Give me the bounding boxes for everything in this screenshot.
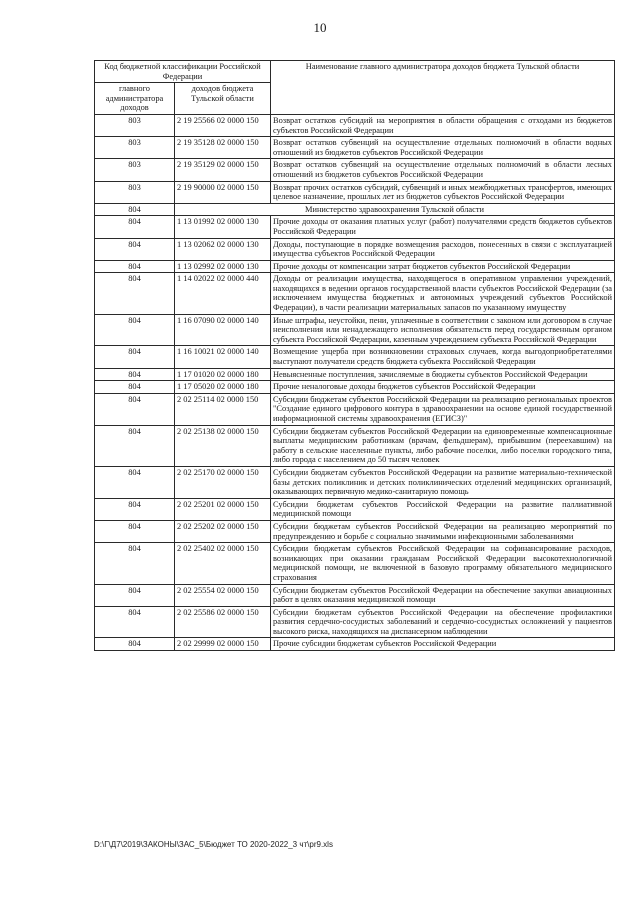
header-admin-code: главного администратора доходов [95, 83, 175, 115]
income-code-cell: 2 02 25586 02 0000 150 [175, 606, 271, 638]
income-code-cell: 2 02 29999 02 0000 150 [175, 638, 271, 651]
admin-code-cell: 804 [95, 584, 175, 606]
admin-code-cell: 804 [95, 606, 175, 638]
income-name-cell: Прочие доходы от оказания платных услуг (работ) получателями средств бюджетов субъектов Российской Федерации [271, 216, 615, 238]
income-name-cell: Возврат остатков субсидий на мероприятия в области обращения с отходами из бюджетов субъектов Российской Федерации [271, 114, 615, 136]
table-row [95, 159, 615, 181]
table-row [95, 314, 615, 346]
admin-code-cell: 803 [95, 114, 175, 136]
income-name-cell: Доходы, поступающие в порядке возмещения расходов, понесенных в связи с эксплуатацией имущества субъектов Российской Федерации [271, 238, 615, 260]
admin-code-cell: 804 [95, 638, 175, 651]
table-row [95, 638, 615, 651]
income-code-cell: 2 19 90000 02 0000 150 [175, 181, 271, 203]
page-number: 10 [313, 20, 327, 35]
admin-code-cell: 804 [95, 498, 175, 520]
table-header-row [95, 61, 615, 83]
income-code-cell: 2 02 25114 02 0000 150 [175, 393, 271, 425]
table-row [95, 498, 615, 520]
table-row [95, 393, 615, 425]
revenue-admin-table [94, 60, 615, 651]
income-name-cell: Субсидии бюджетам субъектов Российской Федерации на реализацию региональных проектов "Создание единого цифрового контура в здравоохранении на основе единой государственной информационной системы здравоохранения (ЕГИСЗ)" [271, 393, 615, 425]
table-row [95, 584, 615, 606]
income-name-cell: Субсидии бюджетам субъектов Российской Федерации на обеспечение профилактики развития сердечно-сосудистых заболеваний и сердечно-сосудистых осложнений у пациентов высокого риска, находящихся на диспансерном наблюдении [271, 606, 615, 638]
income-name-cell: Субсидии бюджетам субъектов Российской Федерации на реализацию мероприятий по предупреждению и борьбе с социально значимыми инфекционными заболеваниями [271, 520, 615, 542]
income-name-cell: Субсидии бюджетам субъектов Российской Федерации на развитие материально-технической базы детских поликлиник и детских поликлинических отделений медицинских организаций, оказывающих первичную медико-санитарную помощь [271, 466, 615, 498]
header-admin-name: Наименование главного администратора доходов бюджета Тульской области [271, 61, 615, 115]
table-row [95, 520, 615, 542]
income-name-cell: Возврат остатков субвенций на осуществление отдельных полномочий в области водных отношений из бюджетов субъектов Российской Федерации [271, 137, 615, 159]
income-name-cell: Возврат прочих остатков субсидий, субвенций и иных межбюджетных трансфертов, имеющих целевое назначение, прошлых лет из бюджетов субъектов Российской Федерации [271, 181, 615, 203]
income-name-cell: Субсидии бюджетам субъектов Российской Федерации на развитие паллиативной медицинской помощи [271, 498, 615, 520]
admin-code-cell: 804 [95, 381, 175, 394]
admin-code-cell: 804 [95, 543, 175, 584]
admin-code-cell: 804 [95, 466, 175, 498]
table-row [95, 216, 615, 238]
income-code-cell: 1 13 02992 02 0000 130 [175, 260, 271, 273]
admin-code-cell: 804 [95, 425, 175, 466]
income-name-cell: Субсидии бюджетам субъектов Российской Федерации на единовременные компенсационные выплаты медицинским работникам (врачам, фельдшерам), прибывшим (переехавшим) на работу в сельские населенные пункты, либо рабочие поселки, либо поселки городского типа, либо города с населением до 50 тысяч человек [271, 425, 615, 466]
income-name-cell: Субсидии бюджетам субъектов Российской Федерации на софинансирование расходов, возникающих при оказании гражданам Российской Федерации высокотехнологичной медицинской помощи, не включенной в базовую программу обязательного медицинского страхования [271, 543, 615, 584]
admin-code-cell: 804 [95, 238, 175, 260]
income-name-cell: Прочие доходы от компенсации затрат бюджетов субъектов Российской Федерации [271, 260, 615, 273]
table-body [95, 114, 615, 650]
table-row [95, 425, 615, 466]
admin-code-cell: 803 [95, 137, 175, 159]
table-row [95, 181, 615, 203]
table-row [95, 606, 615, 638]
admin-code-cell: 804 [95, 273, 175, 314]
admin-code-cell: 803 [95, 181, 175, 203]
table-row [95, 137, 615, 159]
file-path-footer: D:\Г\Д7\2019\ЗАКОНЫ\ЗАС_5\Бюджет ТО 2020-2022_3 чт\pr9.xls [94, 840, 333, 849]
income-code-cell: 1 13 01992 02 0000 130 [175, 216, 271, 238]
table-row [95, 543, 615, 584]
income-name-cell: Возмещение ущерба при возникновении страховых случаев, когда выгодоприобретателями выступают получатели средств бюджета субъекта Российской Федерации [271, 346, 615, 368]
header-income-code: доходов бюджета Тульской области [175, 83, 271, 115]
income-code-cell: 1 16 07090 02 0000 140 [175, 314, 271, 346]
income-code-cell: 1 14 02022 02 0000 440 [175, 273, 271, 314]
table-row [95, 368, 615, 381]
income-code-cell: 2 02 25138 02 0000 150 [175, 425, 271, 466]
income-code-cell: 2 02 25170 02 0000 150 [175, 466, 271, 498]
income-name-cell: Иные штрафы, неустойки, пени, уплаченные в соответствии с законом или договором в случае неисполнения или ненадлежащего исполнения обязательств перед государственным органом субъекта Российской Федерации, казенным учреждением субъекта Российской Федерации [271, 314, 615, 346]
income-code-cell: 2 02 25554 02 0000 150 [175, 584, 271, 606]
income-name-cell: Невыясненные поступления, зачисляемые в бюджеты субъектов Российской Федерации [271, 368, 615, 381]
header-bk-code: Код бюджетной классификации Российской Федерации [95, 61, 271, 83]
table-row [95, 260, 615, 273]
income-code-cell: 2 02 25202 02 0000 150 [175, 520, 271, 542]
income-code-cell: 1 17 01020 02 0000 180 [175, 368, 271, 381]
income-code-cell: 2 19 25566 02 0000 150 [175, 114, 271, 136]
admin-code-cell: 804 [95, 368, 175, 381]
income-name-cell: Прочие неналоговые доходы бюджетов субъектов Российской Федерации [271, 381, 615, 394]
table-row [95, 466, 615, 498]
income-code-cell: 2 19 35128 02 0000 150 [175, 137, 271, 159]
income-code-cell: 2 02 25402 02 0000 150 [175, 543, 271, 584]
income-code-cell: 2 19 35129 02 0000 150 [175, 159, 271, 181]
table-row [95, 346, 615, 368]
table-row [95, 238, 615, 260]
income-name-cell: Доходы от реализации имущества, находящегося в оперативном управлении учреждений, находящихся в ведении органов государственной власти субъектов Российской Федерации (за исключением имущества бюджетных и автономных учреждений субъектов Российской Федерации), в части реализации материальных запасов по указанному имуществу [271, 273, 615, 314]
income-code-cell: 1 17 05020 02 0000 180 [175, 381, 271, 394]
admin-code-cell: 804 [95, 520, 175, 542]
income-code-cell: 1 13 02062 02 0000 130 [175, 238, 271, 260]
admin-code-cell: 804 [95, 314, 175, 346]
section-title: Министерство здравоохранения Тульской области [175, 203, 615, 216]
income-code-cell: 2 02 25201 02 0000 150 [175, 498, 271, 520]
table-row [95, 273, 615, 314]
table-row [95, 114, 615, 136]
admin-code-cell: 803 [95, 159, 175, 181]
income-name-cell: Возврат остатков субвенций на осуществление отдельных полномочий в области лесных отношений из бюджетов субъектов Российской Федерации [271, 159, 615, 181]
admin-code-cell: 804 [95, 216, 175, 238]
income-name-cell: Прочие субсидии бюджетам субъектов Российской Федерации [271, 638, 615, 651]
admin-code-cell: 804 [95, 393, 175, 425]
admin-code-cell: 804 [95, 203, 175, 216]
section-row [95, 203, 615, 216]
table-row [95, 381, 615, 394]
income-name-cell: Субсидии бюджетам субъектов Российской Федерации на обеспечение закупки авиационных работ в целях оказания медицинской помощи [271, 584, 615, 606]
income-code-cell: 1 16 10021 02 0000 140 [175, 346, 271, 368]
admin-code-cell: 804 [95, 260, 175, 273]
admin-code-cell: 804 [95, 346, 175, 368]
